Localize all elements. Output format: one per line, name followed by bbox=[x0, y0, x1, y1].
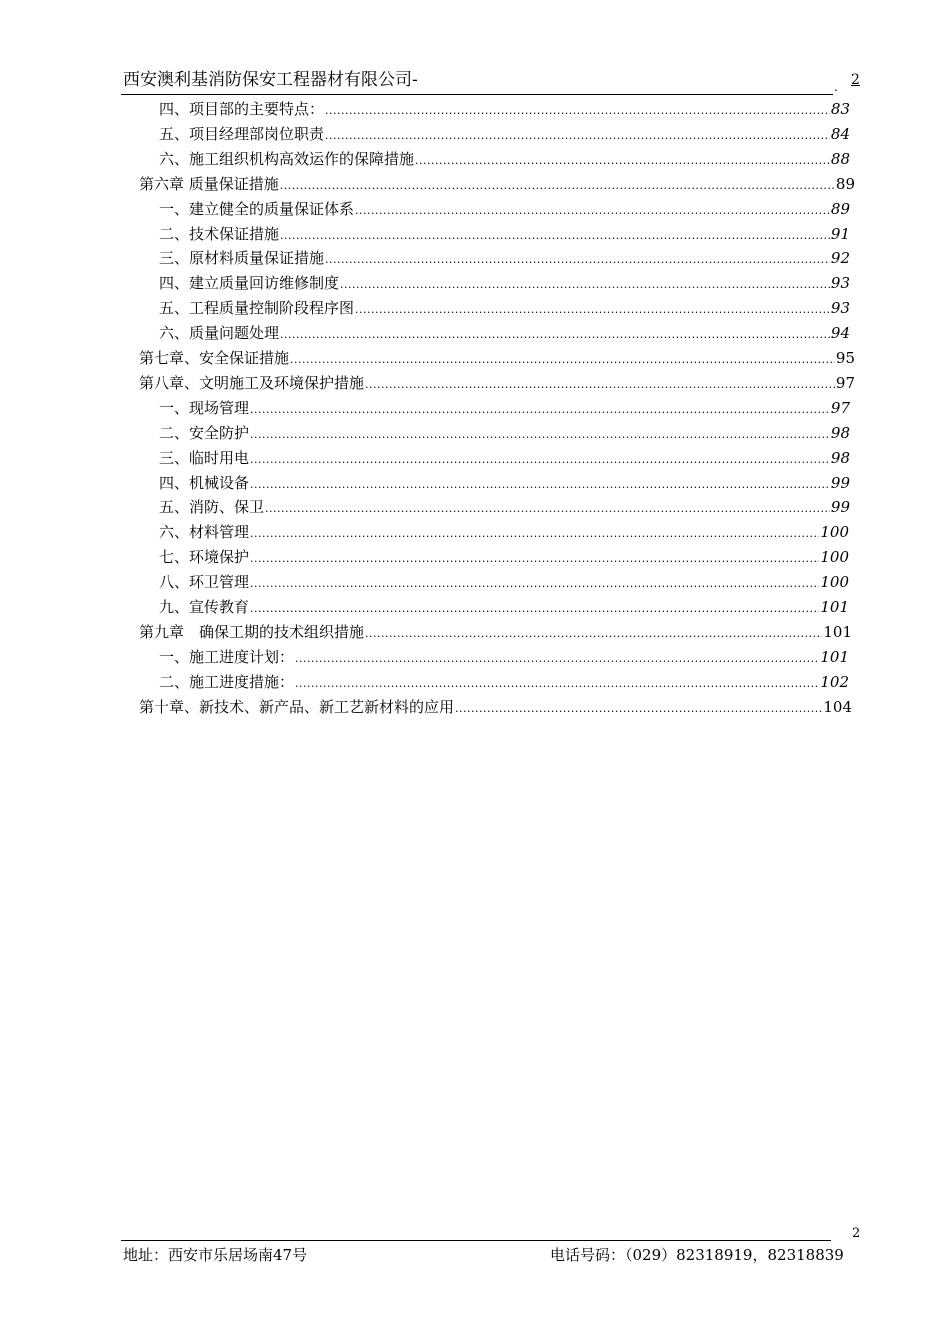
toc-section-entry[interactable] bbox=[159, 521, 849, 543]
toc-dot-leader bbox=[265, 498, 830, 520]
toc-entry-title: 一、现场管理 bbox=[159, 398, 250, 417]
toc-entry-title: 六、施工组织机构高效运作的保障措施 bbox=[159, 149, 415, 168]
toc-entry-title: 三、临时用电 bbox=[159, 448, 250, 467]
toc-section-entry[interactable] bbox=[159, 247, 850, 269]
toc-entry-page-number: 101 bbox=[823, 622, 852, 641]
toc-entry-page-number: 99 bbox=[830, 498, 850, 517]
toc-dot-leader bbox=[365, 623, 822, 645]
toc-entry-page-number: 99 bbox=[830, 473, 850, 492]
toc-chapter-entry[interactable] bbox=[139, 696, 852, 718]
footer-page-number: 2 bbox=[852, 1226, 861, 1241]
toc-chapter-entry[interactable] bbox=[139, 173, 855, 195]
toc-entry-page-number: 94 bbox=[830, 324, 850, 343]
toc-section-entry[interactable] bbox=[159, 671, 849, 693]
header-company-name: 西安澳利基消防保安工程器材有限公司- bbox=[123, 70, 418, 90]
toc-dot-leader bbox=[365, 374, 835, 396]
toc-dot-leader bbox=[340, 274, 830, 296]
footer-divider bbox=[121, 1240, 831, 1241]
toc-dot-leader bbox=[455, 698, 822, 720]
toc-entry-page-number: 97 bbox=[830, 398, 850, 417]
toc-entry-page-number: 100 bbox=[820, 548, 849, 567]
toc-entry-page-number: 93 bbox=[830, 274, 850, 293]
toc-dot-leader bbox=[250, 474, 830, 496]
toc-dot-leader bbox=[280, 324, 830, 346]
toc-dot-leader bbox=[355, 299, 830, 321]
toc-entry-page-number: 92 bbox=[830, 249, 850, 268]
toc-section-entry[interactable] bbox=[159, 596, 849, 618]
toc-section-entry[interactable] bbox=[159, 571, 849, 593]
toc-entry-page-number: 89 bbox=[835, 174, 855, 193]
toc-entry-title: 第六章 质量保证措施 bbox=[139, 174, 279, 193]
toc-section-entry[interactable] bbox=[159, 546, 849, 568]
toc-section-entry[interactable] bbox=[159, 422, 850, 444]
toc-chapter-entry[interactable] bbox=[139, 347, 855, 369]
toc-entry-page-number: 88 bbox=[830, 149, 850, 168]
toc-entry-page-number: 84 bbox=[830, 124, 850, 143]
header-mark: . bbox=[834, 80, 838, 94]
toc-dot-leader bbox=[250, 598, 819, 620]
toc-entry-page-number: 91 bbox=[830, 224, 850, 243]
toc-dot-leader bbox=[325, 249, 830, 271]
footer-address: 地址：西安市乐居场南47号 bbox=[123, 1246, 308, 1264]
toc-section-entry[interactable] bbox=[159, 148, 850, 170]
toc-entry-page-number: 101 bbox=[820, 647, 849, 666]
toc-entry-page-number: 89 bbox=[830, 199, 850, 218]
toc-entry-title: 一、施工进度计划： bbox=[159, 647, 295, 666]
toc-entry-title: 一、建立健全的质量保证体系 bbox=[159, 199, 355, 218]
toc-dot-leader bbox=[280, 175, 835, 197]
toc-entry-title: 第十章、新技术、新产品、新工艺新材料的应用 bbox=[139, 697, 455, 716]
toc-entry-page-number: 102 bbox=[820, 672, 849, 691]
toc-chapter-entry[interactable] bbox=[139, 372, 855, 394]
toc-entry-title: 二、安全防护 bbox=[159, 423, 250, 442]
toc-dot-leader bbox=[250, 449, 830, 471]
toc-section-entry[interactable] bbox=[159, 322, 850, 344]
toc-entry-page-number: 101 bbox=[820, 598, 849, 616]
toc-section-entry[interactable] bbox=[159, 472, 850, 494]
toc-entry-page-number: 97 bbox=[835, 373, 855, 392]
toc-entry-title: 四、项目部的主要特点： bbox=[159, 100, 325, 118]
toc-dot-leader bbox=[295, 673, 819, 695]
toc-dot-leader bbox=[355, 200, 830, 222]
toc-section-entry[interactable] bbox=[159, 496, 850, 518]
toc-section-entry[interactable] bbox=[159, 397, 850, 419]
toc-entry-title: 第七章、安全保证措施 bbox=[139, 349, 290, 367]
toc-section-entry[interactable] bbox=[159, 198, 850, 220]
toc-entry-title: 五、消防、保卫 bbox=[159, 498, 265, 517]
toc-section-entry[interactable] bbox=[159, 223, 850, 245]
toc-dot-leader bbox=[415, 150, 830, 172]
toc-entry-title: 二、施工进度措施： bbox=[159, 672, 295, 691]
toc-dot-leader bbox=[250, 399, 830, 421]
toc-entry-title: 五、工程质量控制阶段程序图 bbox=[159, 299, 355, 318]
toc-section-entry[interactable] bbox=[159, 123, 850, 145]
toc-entry-page-number: 98 bbox=[830, 448, 850, 467]
toc-entry-title: 五、项目经理部岗位职责 bbox=[159, 124, 325, 143]
toc-entry-page-number: 100 bbox=[820, 573, 849, 592]
toc-entry-title: 第八章、文明施工及环境保护措施 bbox=[139, 373, 365, 392]
toc-dot-leader bbox=[280, 225, 830, 247]
toc-dot-leader bbox=[325, 125, 830, 147]
toc-dot-leader bbox=[290, 349, 835, 371]
toc-entry-title: 四、机械设备 bbox=[159, 473, 250, 492]
toc-entry-title: 六、质量问题处理 bbox=[159, 324, 280, 343]
toc-entry-title: 六、材料管理 bbox=[159, 523, 250, 542]
toc-dot-leader bbox=[250, 548, 819, 570]
toc-entry-title: 七、环境保护 bbox=[159, 548, 250, 567]
toc-section-entry[interactable] bbox=[159, 297, 850, 319]
toc-section-entry[interactable] bbox=[159, 98, 850, 120]
toc-chapter-entry[interactable] bbox=[139, 621, 852, 643]
toc-entry-page-number: 100 bbox=[820, 523, 849, 542]
toc-dot-leader bbox=[250, 573, 819, 595]
toc-dot-leader bbox=[250, 424, 830, 446]
toc-entry-title: 二、技术保证措施 bbox=[159, 224, 280, 243]
toc-entry-title: 三、原材料质量保证措施 bbox=[159, 249, 325, 268]
toc-dot-leader bbox=[295, 648, 819, 670]
footer-phone: 电话号码：（029）82318919，82318839 bbox=[550, 1246, 844, 1264]
toc-dot-leader bbox=[250, 523, 819, 545]
toc-entry-page-number: 98 bbox=[830, 423, 850, 442]
toc-dot-leader bbox=[325, 100, 830, 122]
toc-entry-title: 八、环卫管理 bbox=[159, 573, 250, 592]
toc-entry-page-number: 93 bbox=[830, 299, 850, 318]
toc-section-entry[interactable] bbox=[159, 272, 850, 294]
toc-entry-title: 九、宣传教育 bbox=[159, 598, 250, 616]
toc-entry-page-number: 83 bbox=[830, 100, 850, 118]
toc-entry-title: 第九章 确保工期的技术组织措施 bbox=[139, 622, 365, 641]
toc-entry-title: 四、建立质量回访维修制度 bbox=[159, 274, 340, 293]
toc-section-entry[interactable] bbox=[159, 646, 849, 668]
toc-entry-page-number: 104 bbox=[823, 697, 852, 716]
header-page-number: 2 bbox=[851, 72, 860, 88]
toc-section-entry[interactable] bbox=[159, 447, 850, 469]
toc-entry-page-number: 95 bbox=[835, 349, 855, 367]
